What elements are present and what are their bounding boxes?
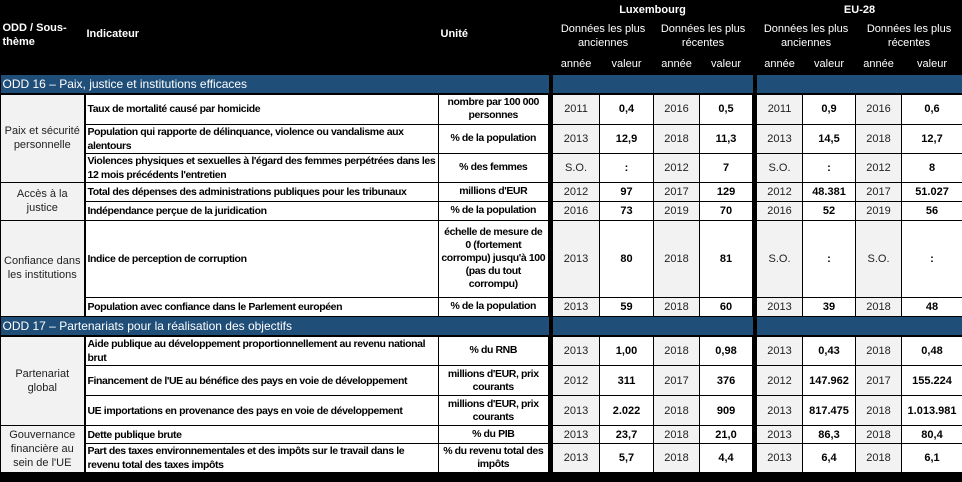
eu-new-value-cell: 51.027	[902, 182, 962, 201]
lu-old-year-cell: 2012	[553, 366, 600, 396]
lu-new-year-cell: 2017	[654, 366, 700, 396]
unit-cell: % de la population	[439, 297, 549, 316]
eu-old-value-cell: 6,4	[803, 444, 856, 473]
lu-old-value-cell: 0,4	[600, 94, 654, 124]
lu-new-year-cell: 2019	[654, 201, 700, 220]
lu-oldest: Données les plus anciennes	[553, 19, 654, 53]
unit-cell: % des femmes	[439, 153, 549, 182]
eu-old-year-cell: 2013	[757, 426, 803, 444]
lu-old-value-cell: 5,7	[600, 444, 654, 473]
eu-new-value-cell: 8	[902, 153, 962, 182]
unit-cell: millions d'EUR, prix courants	[439, 396, 549, 426]
unit-cell: % du revenu total des impôts	[439, 444, 549, 473]
subtheme-cell: Accès à la justice	[1, 182, 85, 220]
lu-old-year-cell: 2013	[553, 124, 600, 153]
table-row	[1, 366, 962, 396]
lu-new-value-cell: 70	[700, 201, 753, 220]
eu-new-year-cell: 2012	[856, 153, 902, 182]
unit-cell: % de la population	[439, 124, 549, 153]
eu-old-value-cell: 48.381	[803, 182, 856, 201]
group-eu28: EU-28	[757, 0, 962, 19]
table-row	[1, 182, 962, 201]
eu-old-value-cell: 0,43	[803, 336, 856, 366]
unit-cell: % de la population	[439, 201, 549, 220]
lu-old-value: valeur	[600, 53, 654, 75]
eu-old-year-cell: S.O.	[757, 220, 803, 297]
eu-new-value-cell: :	[902, 220, 962, 297]
lu-old-value-cell: 1,00	[600, 336, 654, 366]
eu-old-year: année	[757, 53, 803, 75]
eu-new-value-cell: 0,48	[902, 336, 962, 366]
lu-new-value-cell: 376	[700, 366, 753, 396]
eu-new-year-cell: 2018	[856, 444, 902, 473]
eu-new-year-cell: 2016	[856, 94, 902, 124]
table-row	[1, 220, 962, 297]
lu-old-value-cell: 311	[600, 366, 654, 396]
lu-new-year-cell: 2018	[654, 220, 700, 297]
lu-new-value-cell: 7	[700, 153, 753, 182]
eu-new-year-cell: 2018	[856, 396, 902, 426]
table-row	[1, 124, 962, 153]
eu-old-year-cell: 2012	[757, 182, 803, 201]
lu-old-year-cell: 2011	[553, 94, 600, 124]
eu-old-value-cell: 147.962	[803, 366, 856, 396]
lu-new-value-cell: 11,3	[700, 124, 753, 153]
indicator-cell: Taux de mortalité causé par homicide	[85, 94, 439, 124]
col-unit: Unité	[439, 19, 549, 75]
indicator-cell: Aide publique au développement proportionnellement au revenu national brut	[85, 336, 439, 366]
lu-new-value-cell: 4,4	[700, 444, 753, 473]
unit-cell: millions d'EUR	[439, 182, 549, 201]
lu-old-year-cell: 2012	[553, 182, 600, 201]
eu-new-value-cell: 12,7	[902, 124, 962, 153]
eu-new-year-cell: S.O.	[856, 220, 902, 297]
section-title: ODD 17 – Partenariats pour la réalisation des objectifs	[1, 316, 549, 336]
lu-old-year-cell: 2013	[553, 396, 600, 426]
table-row	[1, 336, 962, 366]
group-luxembourg: Luxembourg	[553, 0, 753, 19]
unit-cell: % du PIB	[439, 426, 549, 444]
indicator-cell: Indépendance perçue de la juridication	[85, 201, 439, 220]
lu-old-year-cell: 2013	[553, 426, 600, 444]
table-row	[1, 444, 962, 473]
unit-cell: millions d'EUR, prix courants	[439, 366, 549, 396]
lu-new-year-cell: 2018	[654, 297, 700, 316]
lu-new-value-cell: 0,98	[700, 336, 753, 366]
eu-old-year-cell: 2013	[757, 396, 803, 426]
eu-new-year-cell: 2017	[856, 182, 902, 201]
eu-old-year-cell: 2013	[757, 444, 803, 473]
eu-new-year-cell: 2018	[856, 297, 902, 316]
unit-cell: % du RNB	[439, 336, 549, 366]
table-body	[1, 75, 962, 473]
lu-old-value-cell: 80	[600, 220, 654, 297]
eu-latest: Données les plus récentes	[856, 19, 962, 53]
lu-old-value-cell: 59	[600, 297, 654, 316]
lu-new-year-cell: 2018	[654, 396, 700, 426]
eu-old-year-cell: 2012	[757, 366, 803, 396]
lu-new-year-cell: 2018	[654, 336, 700, 366]
lu-old-year-cell: 2016	[553, 201, 600, 220]
section-band	[757, 75, 962, 94]
indicator-cell: Indice de perception de corruption	[85, 220, 439, 297]
eu-new-value-cell: 56	[902, 201, 962, 220]
unit-cell: nombre par 100 000 personnes	[439, 94, 549, 124]
eu-old-value-cell: 14,5	[803, 124, 856, 153]
table-row	[1, 201, 962, 220]
eu-new-year-cell: 2018	[856, 124, 902, 153]
eu-new-value-cell: 6,1	[902, 444, 962, 473]
lu-old-value-cell: 12,9	[600, 124, 654, 153]
subtheme-cell: Paix et sécurité personnelle	[1, 94, 85, 182]
eu-new-year-cell: 2018	[856, 426, 902, 444]
unit-cell: échelle de mesure de 0 (fortement corrompu) jusqu'à 100 (pas du tout corrompu)	[439, 220, 549, 297]
lu-new-year: année	[654, 53, 700, 75]
subtheme-cell: Confiance dans les institutions	[1, 220, 85, 316]
lu-new-value-cell: 0,5	[700, 94, 753, 124]
eu-new-year-cell: 2019	[856, 201, 902, 220]
table-row	[1, 94, 962, 124]
lu-old-year-cell: 2013	[553, 220, 600, 297]
lu-new-value-cell: 60	[700, 297, 753, 316]
table-row	[1, 426, 962, 444]
col-indicator: Indicateur	[85, 19, 439, 75]
section-row	[1, 75, 962, 94]
section-title: ODD 16 – Paix, justice et institutions efficaces	[1, 75, 549, 94]
eu-old-value: valeur	[803, 53, 856, 75]
eu-old-year-cell: 2016	[757, 201, 803, 220]
eu-old-value-cell: 0,9	[803, 94, 856, 124]
lu-new-value: valeur	[700, 53, 753, 75]
indicator-cell: Violences physiques et sexuelles à l'égard des femmes perpétrées dans les 12 mois précédents l'entretien	[85, 153, 439, 182]
eu-new-value-cell: 155.224	[902, 366, 962, 396]
lu-new-year-cell: 2012	[654, 153, 700, 182]
eu-new-value-cell: 48	[902, 297, 962, 316]
eu-old-value-cell: :	[803, 153, 856, 182]
lu-old-value-cell: :	[600, 153, 654, 182]
eu-new-value-cell: 80,4	[902, 426, 962, 444]
table-row	[1, 153, 962, 182]
eu-old-value-cell: 817.475	[803, 396, 856, 426]
eu-old-value-cell: 86,3	[803, 426, 856, 444]
section-band	[553, 316, 753, 336]
indicator-cell: Financement de l'UE au bénéfice des pays en voie de développement	[85, 366, 439, 396]
lu-old-value-cell: 97	[600, 182, 654, 201]
lu-new-year-cell: 2018	[654, 124, 700, 153]
eu-old-value-cell: 52	[803, 201, 856, 220]
lu-old-year-cell: 2013	[553, 336, 600, 366]
section-row	[1, 316, 962, 336]
eu-new-year: année	[856, 53, 902, 75]
lu-new-value-cell: 81	[700, 220, 753, 297]
indicator-cell: Population avec confiance dans le Parlement européen	[85, 297, 439, 316]
lu-new-year-cell: 2018	[654, 444, 700, 473]
subtheme-cell: Gouvernance financière au sein de l'UE	[1, 426, 85, 473]
indicator-cell: Total des dépenses des administrations publiques pour les tribunaux	[85, 182, 439, 201]
lu-old-value-cell: 73	[600, 201, 654, 220]
eu-new-year-cell: 2018	[856, 336, 902, 366]
eu-oldest: Données les plus anciennes	[757, 19, 856, 53]
lu-old-value-cell: 2.022	[600, 396, 654, 426]
eu-new-year-cell: 2017	[856, 366, 902, 396]
lu-new-year-cell: 2017	[654, 182, 700, 201]
indicator-cell: Part des taxes environnementales et des impôts sur le travail dans le revenu total des taxes impôts	[85, 444, 439, 473]
lu-new-value-cell: 909	[700, 396, 753, 426]
lu-new-value-cell: 21,0	[700, 426, 753, 444]
lu-old-value-cell: 23,7	[600, 426, 654, 444]
eu-new-value-cell: 1.013.981	[902, 396, 962, 426]
eu-old-year-cell: 2011	[757, 94, 803, 124]
indicator-cell: Dette publique brute	[85, 426, 439, 444]
eu-old-year-cell: S.O.	[757, 153, 803, 182]
subtheme-cell: Partenariat global	[1, 336, 85, 426]
lu-latest: Données les plus récentes	[654, 19, 753, 53]
section-band	[757, 316, 962, 336]
eu-old-year-cell: 2013	[757, 124, 803, 153]
col-subtheme: ODD / Sous-thème	[1, 19, 85, 75]
lu-new-value-cell: 129	[700, 182, 753, 201]
eu-old-value-cell: 39	[803, 297, 856, 316]
lu-old-year: année	[553, 53, 600, 75]
lu-old-year-cell: 2013	[553, 444, 600, 473]
eu-old-year-cell: 2013	[757, 297, 803, 316]
lu-old-year-cell: S.O.	[553, 153, 600, 182]
lu-old-year-cell: 2013	[553, 297, 600, 316]
section-band	[553, 75, 753, 94]
indicator-cell: UE importations en provenance des pays en voie de développement	[85, 396, 439, 426]
eu-new-value: valeur	[902, 53, 962, 75]
table-row	[1, 396, 962, 426]
indicator-cell: Population qui rapporte de délinquance, violence ou vandalisme aux alentours	[85, 124, 439, 153]
lu-new-year-cell: 2018	[654, 426, 700, 444]
lu-new-year-cell: 2016	[654, 94, 700, 124]
table-row	[1, 297, 962, 316]
eu-old-year-cell: 2013	[757, 336, 803, 366]
eu-old-value-cell: :	[803, 220, 856, 297]
eu-new-value-cell: 0,6	[902, 94, 962, 124]
